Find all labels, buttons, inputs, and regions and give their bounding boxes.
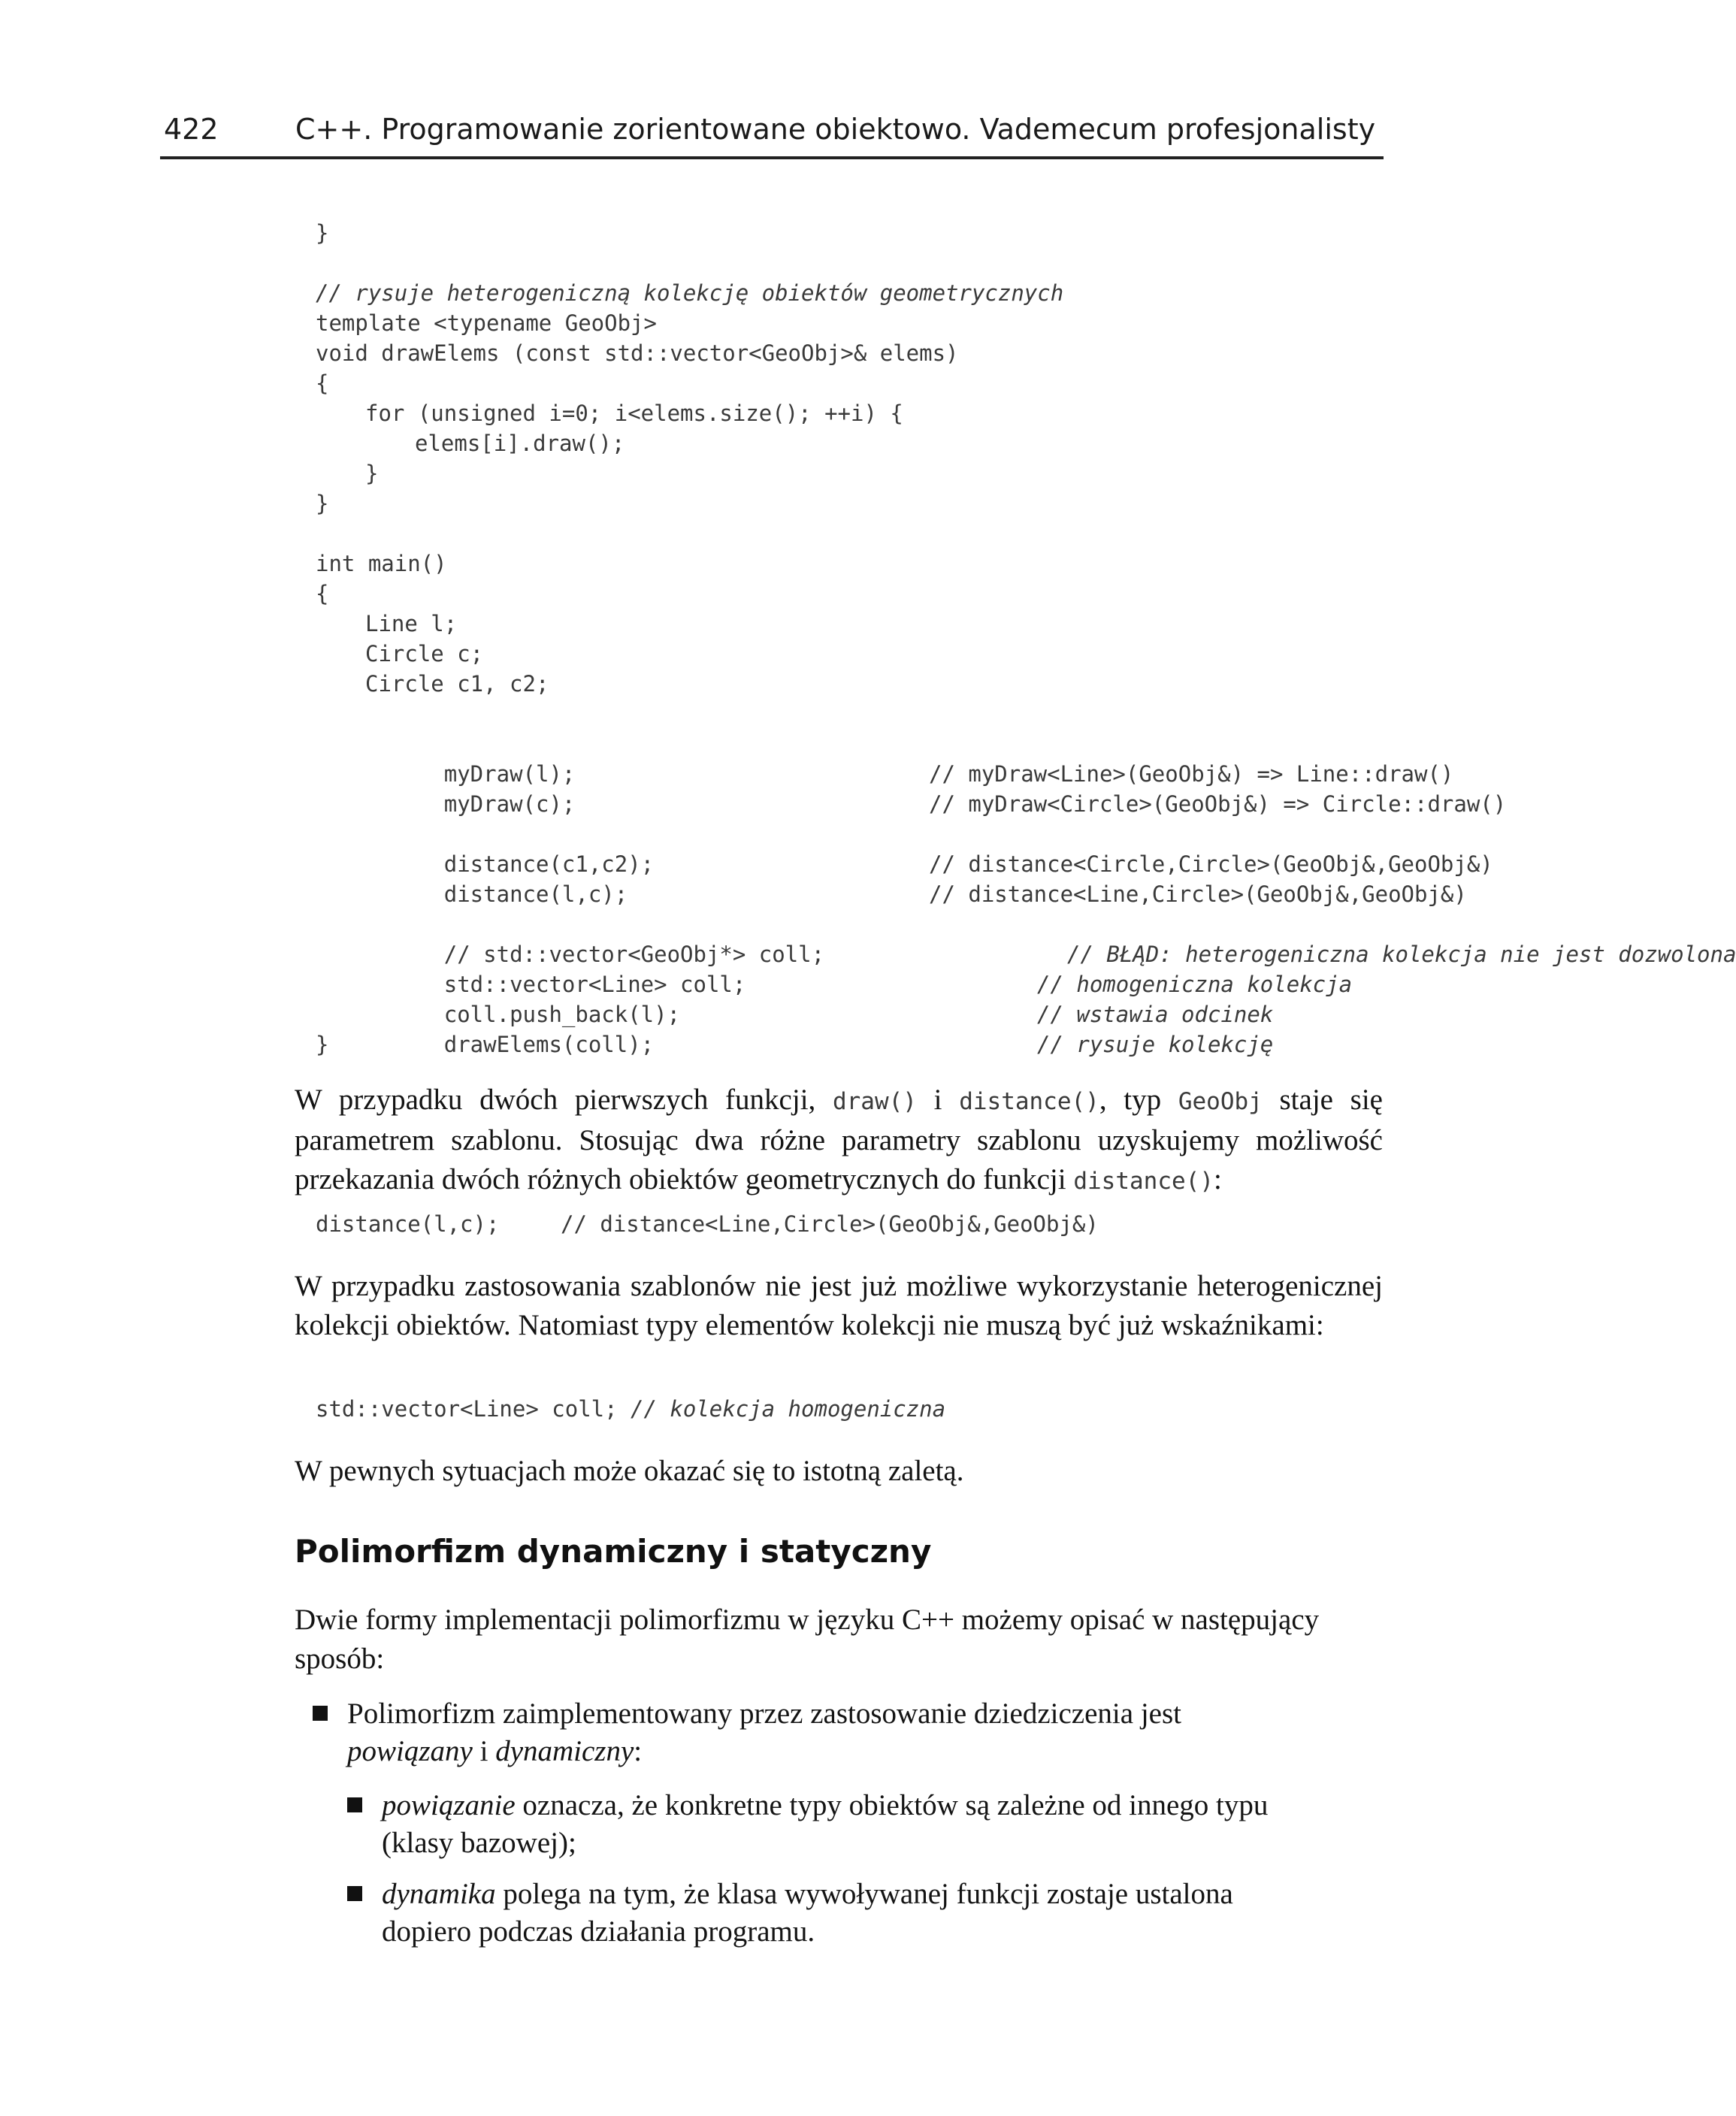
bullet-text — [382, 1787, 1268, 1862]
code-comment: // distance<Line,Circle>(GeoObj&,GeoObj&) — [561, 1211, 1099, 1237]
code-line — [316, 909, 1736, 967]
bullet-item — [347, 1876, 1384, 1954]
code-line: } — [365, 461, 379, 486]
code-statement: std::vector<Line> coll; — [443, 972, 746, 997]
bullet-text — [382, 1876, 1233, 1951]
code-line: Circle c1, c2; — [365, 671, 549, 697]
emphasis: dynamika — [382, 1878, 496, 1910]
inline-code: distance() — [959, 1088, 1099, 1115]
emphasis: dynamiczny — [495, 1735, 634, 1767]
code-line: { — [316, 370, 329, 396]
square-bullet-icon — [347, 1886, 362, 1901]
code-line: Line l; — [365, 611, 458, 636]
code-comment: // distance<Circle,Circle>(GeoObj&,GeoObj&) — [929, 851, 1493, 877]
code-statement: myDraw(l); — [443, 761, 576, 787]
code-line — [316, 939, 1353, 997]
code-comment: // kolekcja homogeniczna — [631, 1396, 946, 1422]
bullet-item — [313, 1695, 1380, 1773]
text-run: oznacza, że konkretne typy obiektów są zależne od innego typu — [515, 1789, 1269, 1821]
code-line: } — [316, 220, 329, 246]
code-comment: // myDraw<Circle>(GeoObj&) => Circle::draw() — [929, 791, 1507, 817]
code-statement: coll.push_back(l); — [443, 1002, 681, 1027]
code-line: Circle c; — [365, 641, 484, 667]
code-comment: // homogeniczna kolekcja — [1037, 972, 1353, 997]
inline-code: GeoObj — [1178, 1088, 1263, 1115]
text-run: i — [916, 1084, 960, 1116]
code-line: elems[i].draw(); — [415, 431, 625, 456]
text-run: Polimorfizm zaimplementowany przez zastosowanie dziedziczenia jest — [347, 1697, 1181, 1730]
section-heading: Polimorfizm dynamiczny i statyczny — [295, 1533, 932, 1570]
paragraph-intro: Dwie formy implementacji polimorfizmu w języku C++ możemy opisać w następujący sposób: — [295, 1604, 1320, 1675]
text-run: , typ — [1099, 1084, 1178, 1116]
code-statement: std::vector<Line> coll; — [316, 1396, 618, 1422]
code-line: template <typename GeoObj> — [316, 310, 657, 336]
code-line: } — [316, 491, 329, 516]
code-comment: // rysuje heterogeniczną kolekcję obiektów geometrycznych — [316, 280, 1064, 306]
text-run: : — [1213, 1163, 1222, 1196]
paragraph-template-params — [295, 1081, 1383, 1201]
code-statement: distance(c1,c2); — [443, 851, 655, 877]
inline-code: distance() — [1073, 1168, 1214, 1195]
text-run: i — [472, 1735, 496, 1767]
code-line — [316, 729, 1454, 787]
code-comment: // wstawia odcinek — [1037, 1002, 1274, 1027]
text-run: : — [634, 1735, 643, 1767]
book-title: C++. Programowanie zorientowane obiektowo. Vademecum profesjonalisty — [295, 113, 1376, 146]
header-rule — [160, 156, 1384, 159]
bullet-text — [347, 1695, 1181, 1770]
code-statement: distance(l,c); — [443, 881, 628, 907]
text-run: staje się parametrem szablonu. Stosując dwa różne parametry szablonu uzyskujemy możliwość przekazania dwóch różnych obiektów geometrycznych do funkcji — [295, 1084, 1383, 1196]
code-comment: // BŁĄD: heterogeniczna kolekcja nie jest dozwolona — [1067, 942, 1736, 967]
code-comment: // distance<Line,Circle>(GeoObj&,GeoObj&) — [929, 881, 1467, 907]
running-header — [164, 113, 1389, 156]
text-run: W przypadku dwóch pierwszych funkcji, — [295, 1084, 833, 1116]
emphasis: powiązanie — [382, 1789, 516, 1821]
code-statement: drawElems(coll); — [443, 1032, 655, 1057]
code-statement: distance(l,c); — [316, 1211, 500, 1237]
code-line: void drawElems (const std::vector<GeoObj>& elems) — [316, 340, 959, 366]
paragraph-advantage: W pewnych sytuacjach może okazać się to istotną zaletą. — [295, 1455, 964, 1487]
code-listing — [316, 218, 1736, 1060]
code-line: int main() — [316, 551, 447, 576]
code-comment: // rysuje kolekcję — [1037, 1032, 1274, 1057]
text-run: dopiero podczas działania programu. — [382, 1915, 815, 1948]
text-run: (klasy bazowej); — [382, 1827, 576, 1859]
paragraph-heterogeneous: W przypadku zastosowania szablonów nie jest już możliwe wykorzystanie heterogenicznej kolekcji obiektów. Natomiast typy elementów kolekcji nie muszą być już wskaźnikami: — [295, 1270, 1383, 1341]
inline-code: draw() — [832, 1088, 917, 1115]
page-number: 422 — [164, 113, 219, 146]
code-statement: myDraw(c); — [443, 791, 576, 817]
code-snippet-distance — [316, 1211, 1099, 1237]
square-bullet-icon — [313, 1706, 328, 1721]
square-bullet-icon — [347, 1797, 362, 1812]
code-comment: // myDraw<Line>(GeoObj&) => Line::draw() — [929, 761, 1454, 787]
code-line: { — [316, 581, 329, 606]
code-statement: // std::vector<GeoObj*> coll; — [443, 942, 825, 967]
code-line: for (unsigned i=0; i<elems.size(); ++i) { — [365, 401, 903, 426]
emphasis: powiązany — [347, 1735, 473, 1767]
bullet-item — [347, 1787, 1384, 1865]
code-line: } — [316, 1032, 329, 1057]
code-line — [316, 819, 1493, 877]
code-snippet-vector — [316, 1396, 945, 1422]
text-run: polega na tym, że klasa wywoływanej funkcji zostaje ustalona — [495, 1878, 1233, 1910]
